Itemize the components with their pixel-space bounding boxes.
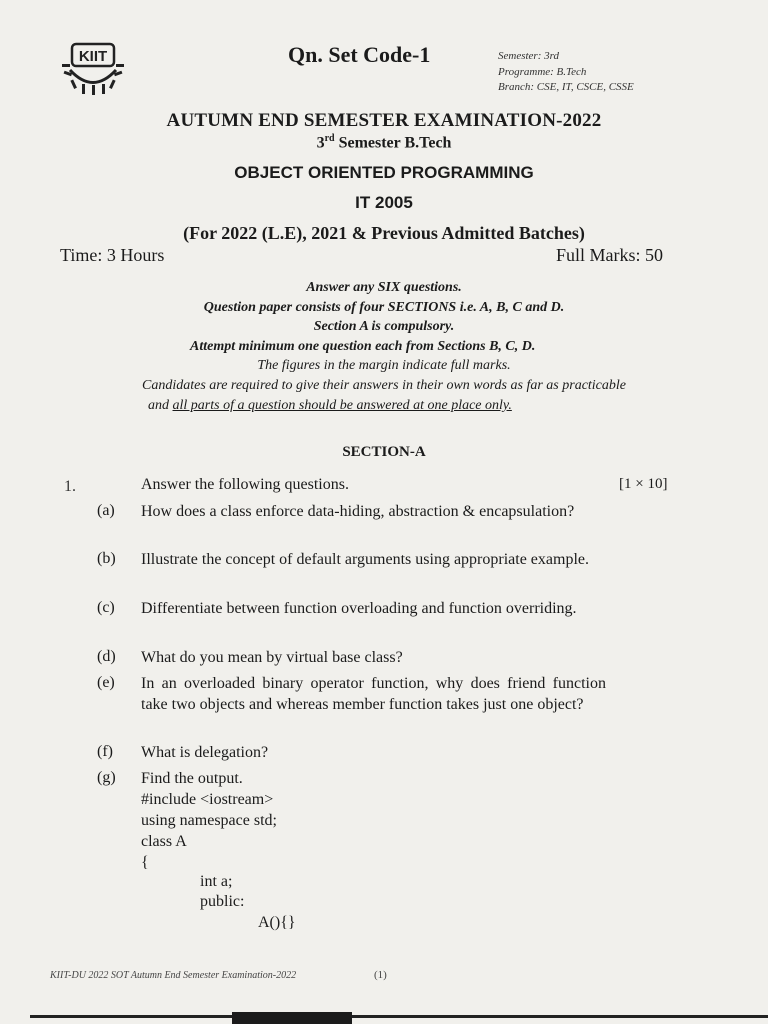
instruction-line: Section A is compulsory. [313,319,455,334]
code-line: #include <iostream> [141,791,274,808]
part-text: How does a class enforce data-hiding, abstraction & encapsulation? [141,503,575,520]
part-text: What do you mean by virtual base class? [141,649,403,666]
semester-label: Semester: 3rd [498,50,559,62]
semester-suffix: rd [324,133,335,144]
instruction-underlined: all parts of a question should be answered at one place only. [172,398,512,413]
kiit-logo [58,40,128,98]
page-number: (1) [374,969,387,981]
part-text: What is delegation? [141,744,269,761]
question-marks: [1 × 10] [619,476,668,492]
scan-edge-mark [232,1012,352,1024]
part-label: (b) [97,550,116,567]
scan-edge-line [30,1015,768,1018]
exam-title: AUTUMN END SEMESTER EXAMINATION-2022 [166,110,602,131]
subject-code: IT 2005 [355,193,413,212]
semester-title [0,133,768,152]
instruction-line: Attempt minimum one question each from Sections B, C, D. [190,339,536,354]
instruction-line: Question paper consists of four SECTIONS i.e. A, B, C and D. [203,300,565,315]
code-line: using namespace std; [141,812,277,829]
set-code: Qn. Set Code-1 [288,42,431,67]
instruction-line [148,398,512,414]
part-label: (d) [97,648,116,665]
batches-line: (For 2022 (L.E), 2021 & Previous Admitted Batches) [183,223,585,243]
part-text: Differentiate between function overloading and function overriding. [141,600,577,617]
part-label: (f) [97,743,113,760]
code-line: int a; [200,873,233,890]
full-marks: Full Marks: 50 [556,245,664,265]
logo-text: KIIT [78,48,108,65]
question-number: 1. [64,478,76,495]
footer-text: KIIT-DU 2022 SOT Autumn End Semester Examination-2022 [50,970,297,981]
instruction-line: The figures in the margin indicate full marks. [257,358,511,373]
branch-label: Branch: CSE, IT, CSCE, CSSE [498,81,634,93]
instruction-text: and [148,398,173,413]
part-text: Illustrate the concept of default arguments using appropriate example. [141,551,589,568]
programme-label: Programme: B.Tech [498,66,587,78]
semester-rest: Semester B.Tech [334,134,452,152]
code-line: { [141,854,149,871]
code-line: public: [200,893,245,910]
part-text: In an overloaded binary operator function, why does friend function take two objects and whereas member function takes just one object? [141,675,606,713]
question-text: Answer the following questions. [141,476,349,493]
code-line: class A [141,833,187,850]
code-line: A(){} [258,914,296,931]
time-duration: Time: 3 Hours [60,245,165,265]
part-label: (a) [97,502,115,519]
subject-title: OBJECT ORIENTED PROGRAMMING [234,163,534,182]
section-title: SECTION-A [342,444,426,460]
part-label: (e) [97,674,115,691]
instruction-line: Candidates are required to give their answers in their own words as far as practicable [141,378,627,393]
instruction-line: Answer any SIX questions. [306,280,462,295]
part-label: (c) [97,599,115,616]
semester-number: 3 [316,134,325,152]
part-label: (g) [97,769,116,786]
part-text: Find the output. [141,770,243,787]
